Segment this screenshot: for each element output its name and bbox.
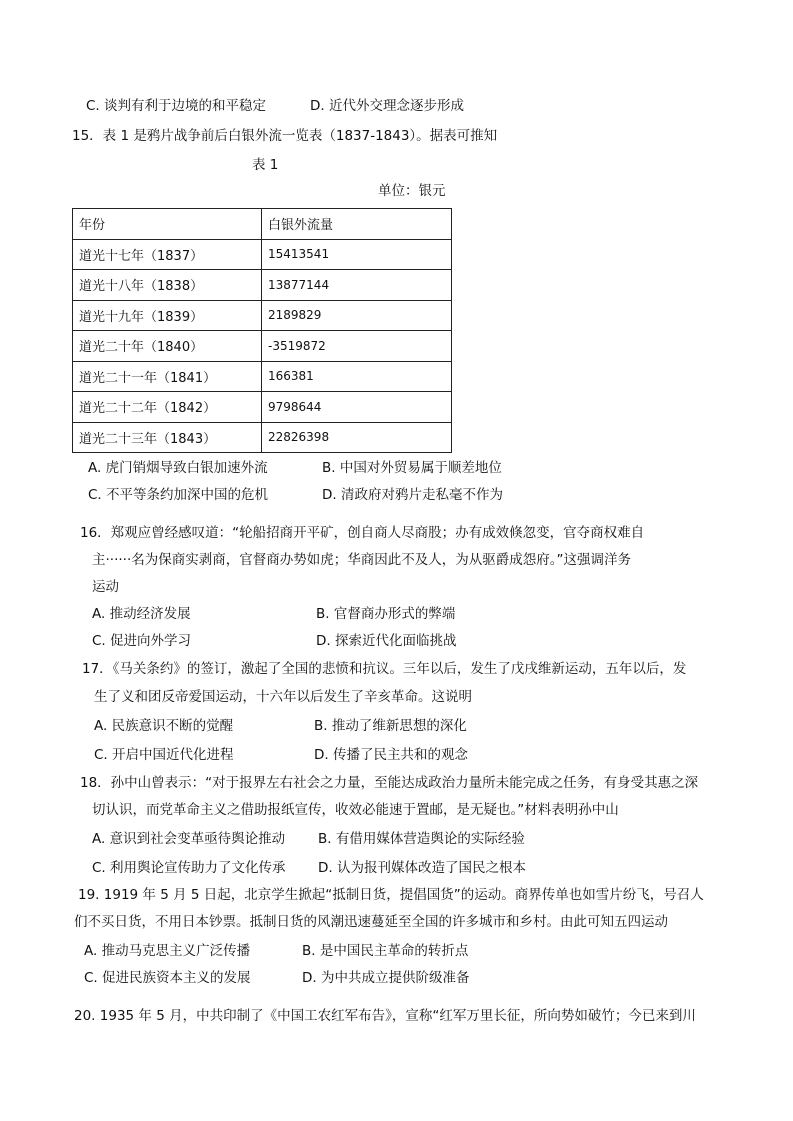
cell-outflow: 9798644: [262, 392, 452, 423]
q19-option-c: C. 促进民族资本主义的发展: [84, 970, 251, 986]
q16-option-c: C. 促进向外学习: [92, 633, 192, 649]
silver-outflow-table: [72, 208, 452, 453]
cell-outflow: 15413541: [262, 239, 452, 270]
q14-option-d: D. 近代外交理念逐步形成: [310, 98, 464, 114]
cell-outflow: 13877144: [262, 270, 452, 301]
q15-option-b: B. 中国对外贸易属于顺差地位: [322, 460, 502, 476]
q16-option-b: B. 官督商办形式的弊端: [316, 606, 456, 622]
q16-line-2: 主······名为保商实剥商，官督商办势如虎；华商因此不及人，为从驱爵成怨府。”这强调洋务: [92, 552, 631, 568]
q15-option-d: D. 清政府对鸦片走私毫不作为: [322, 487, 503, 503]
cell-outflow: -3519872: [262, 331, 452, 362]
table-row: [73, 422, 452, 453]
q19-option-a: A. 推动马克思主义广泛传播: [84, 943, 251, 959]
cell-year: 道光二十一年（1841）: [73, 361, 262, 392]
cell-outflow: 166381: [262, 361, 452, 392]
q18-option-b: B. 有借用媒体营造舆论的实际经验: [318, 831, 525, 847]
cell-year: 道光十八年（1838）: [73, 270, 262, 301]
cell-year: 道光二十三年（1843）: [73, 422, 262, 453]
cell-year: 道光十九年（1839）: [73, 300, 262, 331]
q15-stem: 15．表 1 是鸦片战争前后白银外流一览表（1837-1843）。据表可推知: [72, 128, 498, 144]
q17-option-c: C. 开启中国近代化进程: [94, 747, 234, 763]
q18-line-2: 切认识，而党革命主义之借助报纸宣传，收效必能速于置邮，是无疑也。”材料表明孙中山: [92, 802, 619, 818]
table-row: [73, 392, 452, 423]
cell-year: 道光二十年（1840）: [73, 331, 262, 362]
table-row: [73, 270, 452, 301]
q16-option-d: D. 探索近代化面临挑战: [316, 633, 457, 649]
q17-option-d: D. 传播了民主共和的观念: [314, 747, 468, 763]
table-row: [73, 239, 452, 270]
q18-option-c: C. 利用舆论宣传助力了文化传承: [92, 860, 286, 876]
q16-line-3: 运动: [92, 579, 119, 595]
q18-option-a: A. 意识到社会变革亟待舆论推动: [92, 831, 286, 847]
q15-option-a: A. 虎门销烟导致白银加速外流: [88, 460, 268, 476]
table-row: [73, 331, 452, 362]
header-outflow: 白银外流量: [262, 209, 452, 240]
q19-line-1: 19. 1919 年 5 月 5 日起，北京学生掀起“抵制日货，提倡国货”的运动。商界传单也如雪片纷飞，号召人: [78, 887, 704, 903]
cell-outflow: 2189829: [262, 300, 452, 331]
q16-option-a: A. 推动经济发展: [92, 606, 191, 622]
q20-line-1: 20. 1935 年 5 月，中共印制了《中国工农红军布告》，宣称“红军万里长征，所向势如破竹；今已来到川: [74, 1008, 696, 1024]
table-header-row: [73, 209, 452, 240]
q19-option-b: B. 是中国民主革命的转折点: [302, 943, 469, 959]
q18-option-d: D. 认为报刊媒体改造了国民之根本: [318, 860, 526, 876]
q15-option-c: C. 不平等条约加深中国的危机: [88, 487, 269, 503]
q17-line-1: 17．《马关条约》的签订，激起了全国的悲愤和抗议。三年以后，发生了戊戌维新运动，五年以后，发: [82, 661, 687, 677]
q16-line-1: 16．郑观应曾经感叹道：“轮船招商开平矿，创自商人尽商股；办有成效倏忽变，官夺商权难自: [80, 525, 645, 541]
q17-option-a: A. 民族意识不断的觉醒: [94, 718, 234, 734]
cell-year: 道光二十二年（1842）: [73, 392, 262, 423]
header-year: 年份: [73, 209, 262, 240]
table-title: 表 1: [252, 157, 279, 173]
cell-year: 道光十七年（1837）: [73, 239, 262, 270]
q19-line-2: 们不买日货，不用日本钞票。抵制日货的风潮迅速蔓延至全国的许多城市和乡村。由此可知五四运动: [74, 914, 668, 930]
cell-outflow: 22826398: [262, 422, 452, 453]
table-row: [73, 361, 452, 392]
q19-option-d: D. 为中共成立提供阶级准备: [302, 970, 470, 986]
q17-line-2: 生了义和团反帝爱国运动，十六年以后发生了辛亥革命。这说明: [94, 689, 472, 705]
q18-line-1: 18．孙中山曾表示：“对于报界左右社会之力量，至能达成政治力量所未能完成之任务，有身受其惠之深: [80, 775, 699, 791]
q14-option-c: C. 谈判有利于边境的和平稳定: [86, 98, 267, 114]
table-row: [73, 300, 452, 331]
q17-option-b: B. 推动了维新思想的深化: [314, 718, 467, 734]
table-unit: 单位：银元: [378, 183, 446, 199]
